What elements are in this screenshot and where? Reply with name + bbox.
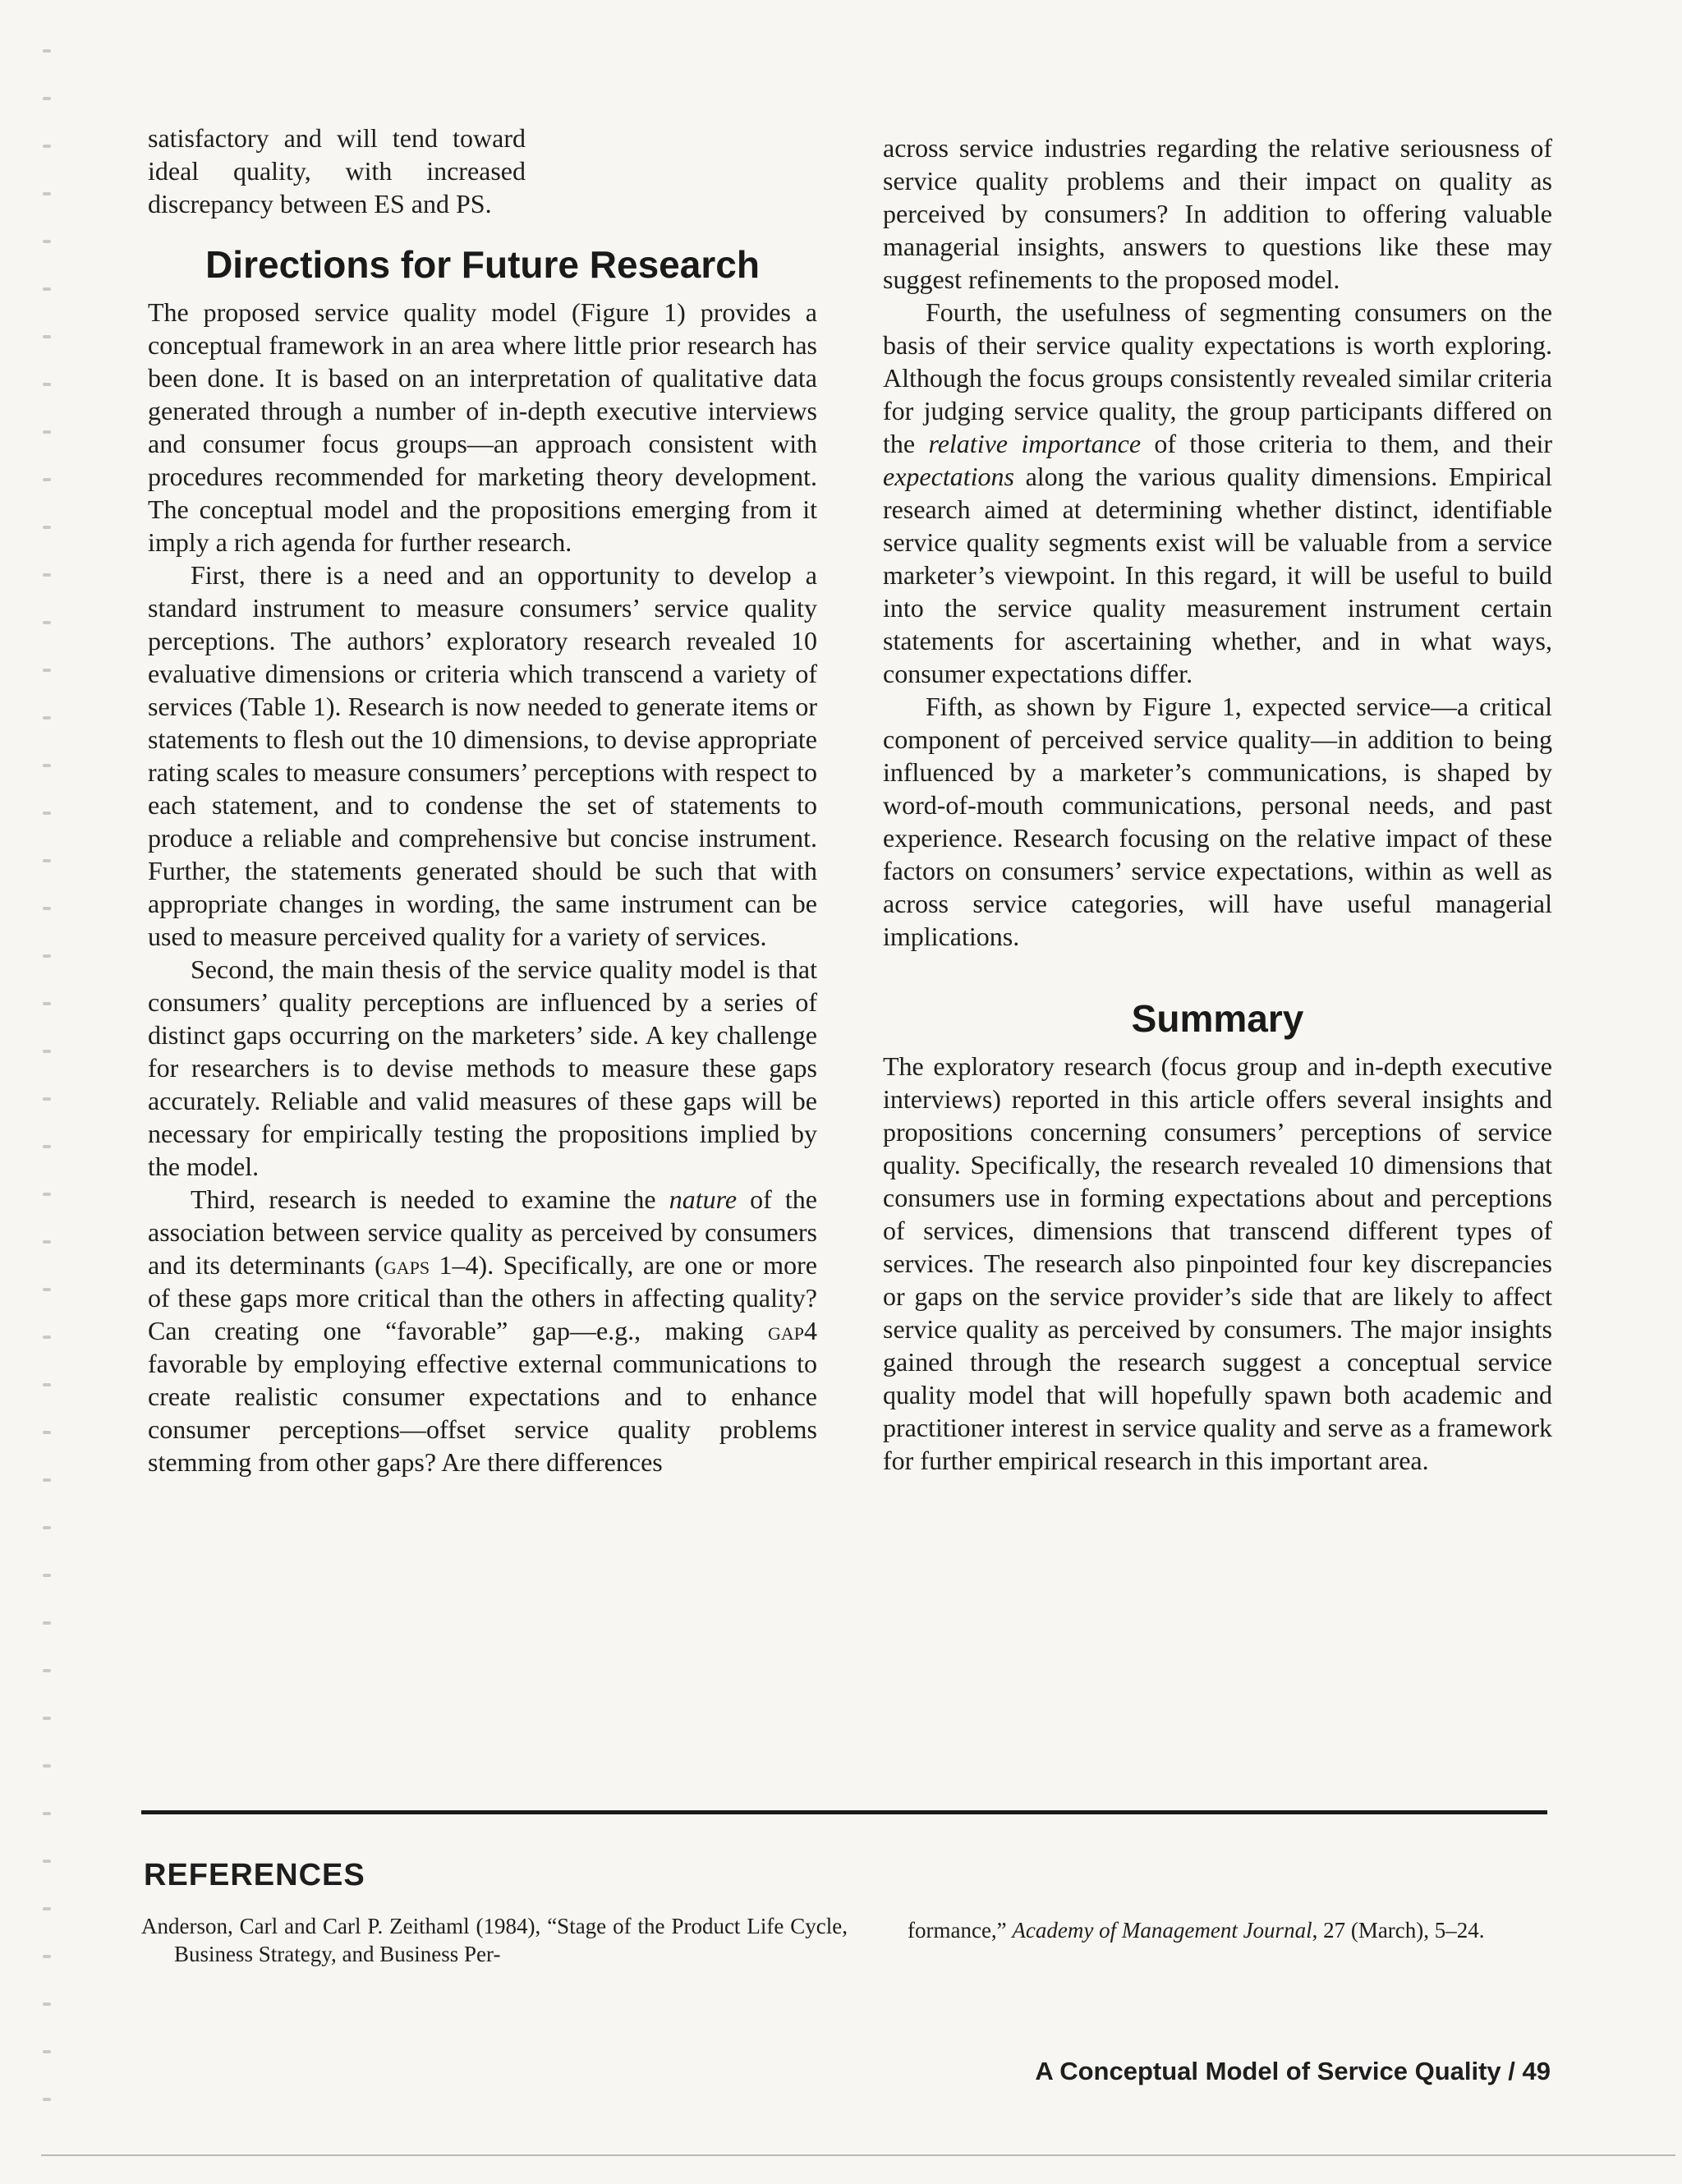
paragraph-fifth: Fifth, as shown by Figure 1, expected service—a critical component of perceived service quality—in addition to being influenced by a marketer’s communications, is shaped by word-of-mouth communications, personal needs, and past experience. Research focusing on the relative impact of these factors on consumers’ service expectations, within as well as across service categories, will have useful managerial implications.: [883, 692, 1552, 951]
references-divider: [141, 1810, 1547, 1814]
paragraph-summary: The exploratory research (focus group and in-depth executive interviews) reported in this article offers several insights and propositions concerning consumers’ perceptions of service quality. Specifically, the research revealed 10 dimensions that consumers use in forming expectations about and perceptions of services, dimensions that transcend different types of services. The research also pinpointed four key discrepancies or gaps on the service provider’s side that are likely to affect service quality as perceived by consumers. The major insights gained through the research suggest a conceptual service quality model that will hopefully spawn both academic and practitioner interest in service quality and serve as a framework for further empirical research in this important area.: [883, 1051, 1552, 1475]
reference-entry: Anderson, Carl and Carl P. Zeithaml (1984), “Stage of the Product Life Cycle, Business Strategy, and Business Per-: [141, 1914, 848, 1966]
scan-edge-line: [41, 2154, 1675, 2156]
running-footer: A Conceptual Model of Service Quality / 49: [1035, 2057, 1551, 2085]
section-heading-summary: Summary: [1131, 997, 1304, 1040]
right-column: [883, 131, 1552, 1477]
paragraph-fourth: Fourth, the usefulness of segmenting consumers on the basis of their service quality expectations is worth exploring. Although the focus groups consistently revealed similar criteria for judging service quality, the group participants differed on the relative importance of those criteria to them, and their expectations along the various quality dimensions. Empirical research aimed at determining whether distinct, identifiable service quality segments exist will be valuable from a service marketer’s viewpoint. In this regard, it will be useful to build into the service quality measurement instrument certain statements for ascertaining whether, and in what ways, consumer expectations differ.: [883, 297, 1552, 688]
section-heading-future-research: Directions for Future Research: [205, 243, 760, 286]
continued-fragment: satisfactory and will tend toward ideal quality, with increased discrepancy between ES and PS.: [148, 123, 526, 218]
paragraph-first: First, there is a need and an opportunity to develop a standard instrument to measure consumers’ service quality perceptions. The authors’ exploratory research revealed 10 evaluative dimensions or criteria which transcend a variety of services (Table 1). Research is now needed to generate items or statements to flesh out the 10 dimensions, to devise appropriate rating scales to measure consumers’ perceptions with respect to each statement, and to condense the set of statements to produce a reliable and comprehensive but concise instrument. Further, the statements generated should be such that with appropriate changes in wording, the same instrument can be used to measure perceived quality for a variety of services.: [148, 560, 817, 951]
paragraph-intro: The proposed service quality model (Figure 1) provides a conceptual framework in an area where little prior research has been done. It is based on an interpretation of qualitative data generated through a number of in-depth executive interviews and consumer focus groups—an approach consistent with procedures recommended for marketing theory development. The conceptual model and the propositions emerging from it imply a rich agenda for further research.: [148, 297, 817, 557]
reference-entry-continued: formance,” Academy of Management Journal, 27 (March), 5–24.: [908, 1918, 1485, 1943]
left-column: [148, 122, 817, 1478]
references-heading: REFERENCES: [144, 1858, 365, 1892]
scan-margin-marks: [33, 49, 66, 2145]
paragraph-second: Second, the main thesis of the service quality model is that consumers’ quality perceptions are influenced by a series of distinct gaps occurring on the marketers’ side. A key challenge for researchers is to devise methods to measure these gaps accurately. Reliable and valid measures of these gaps will be necessary for empirically testing the propositions implied by the model.: [148, 954, 817, 1181]
paragraph-third: Third, research is needed to examine the nature of the association between service quality as perceived by consumers and its determinants (gaps 1–4). Specifically, are one or more of these gaps more critical than the others in affecting quality? Can creating one “favorable” gap—e.g., making gap4 favorable by employing effective external communications to create realistic consumer expectations and to enhance consumer perceptions—offset service quality problems stemming from other gaps? Are there differences: [148, 1184, 818, 1477]
paragraph-continued: across service industries regarding the relative seriousness of service quality problems and their impact on quality as perceived by consumers? In addition to offering valuable managerial insights, answers to questions like these may suggest refinements to the proposed model.: [883, 133, 1552, 294]
